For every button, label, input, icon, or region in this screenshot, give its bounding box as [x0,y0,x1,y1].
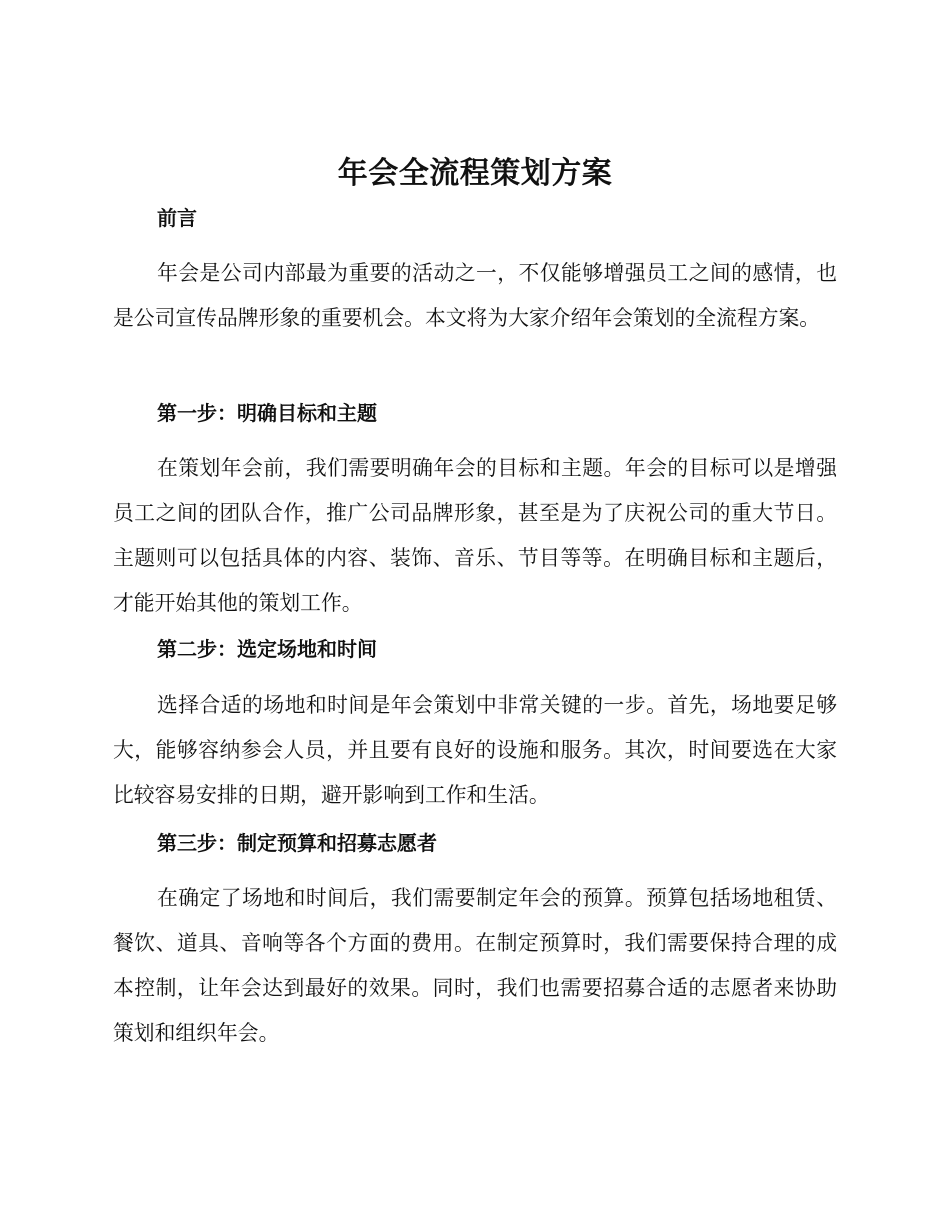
section-heading-preface: 前言 [157,206,197,230]
section-paragraph-step-2: 选择合适的场地和时间是年会策划中非常关键的一步。首先，场地要足够大，能够容纳参会人员，并且要有良好的设施和服务。其次，时间要选在大家比较容易安排的日期，避开影响到工作和生活。 [113,693,837,807]
section-heading-step-3: 第三步：制定预算和招募志愿者 [157,831,437,855]
section-paragraph-step-1: 在策划年会前，我们需要明确年会的目标和主题。年会的目标可以是增强员工之间的团队合作，推广公司品牌形象，甚至是为了庆祝公司的重大节日。主题则可以包括具体的内容、装饰、音乐、节目等等。在明确目标和主题后，才能开始其他的策划工作。 [113,456,837,615]
section-heading-step-2: 第二步：选定场地和时间 [157,637,377,661]
section-paragraph-step-3: 在确定了场地和时间后，我们需要制定年会的预算。预算包括场地租赁、餐饮、道具、音响等各个方面的费用。在制定预算时，我们需要保持合理的成本控制，让年会达到最好的效果。同时，我们也需要招募合适的志愿者来协助策划和组织年会。 [113,886,837,1045]
document-title: 年会全流程策划方案 [337,156,613,191]
section-heading-step-1: 第一步：明确目标和主题 [157,401,377,425]
section-paragraph-preface: 年会是公司内部最为重要的活动之一，不仅能够增强员工之间的感情，也是公司宣传品牌形象的重要机会。本文将为大家介绍年会策划的全流程方案。 [113,261,837,330]
